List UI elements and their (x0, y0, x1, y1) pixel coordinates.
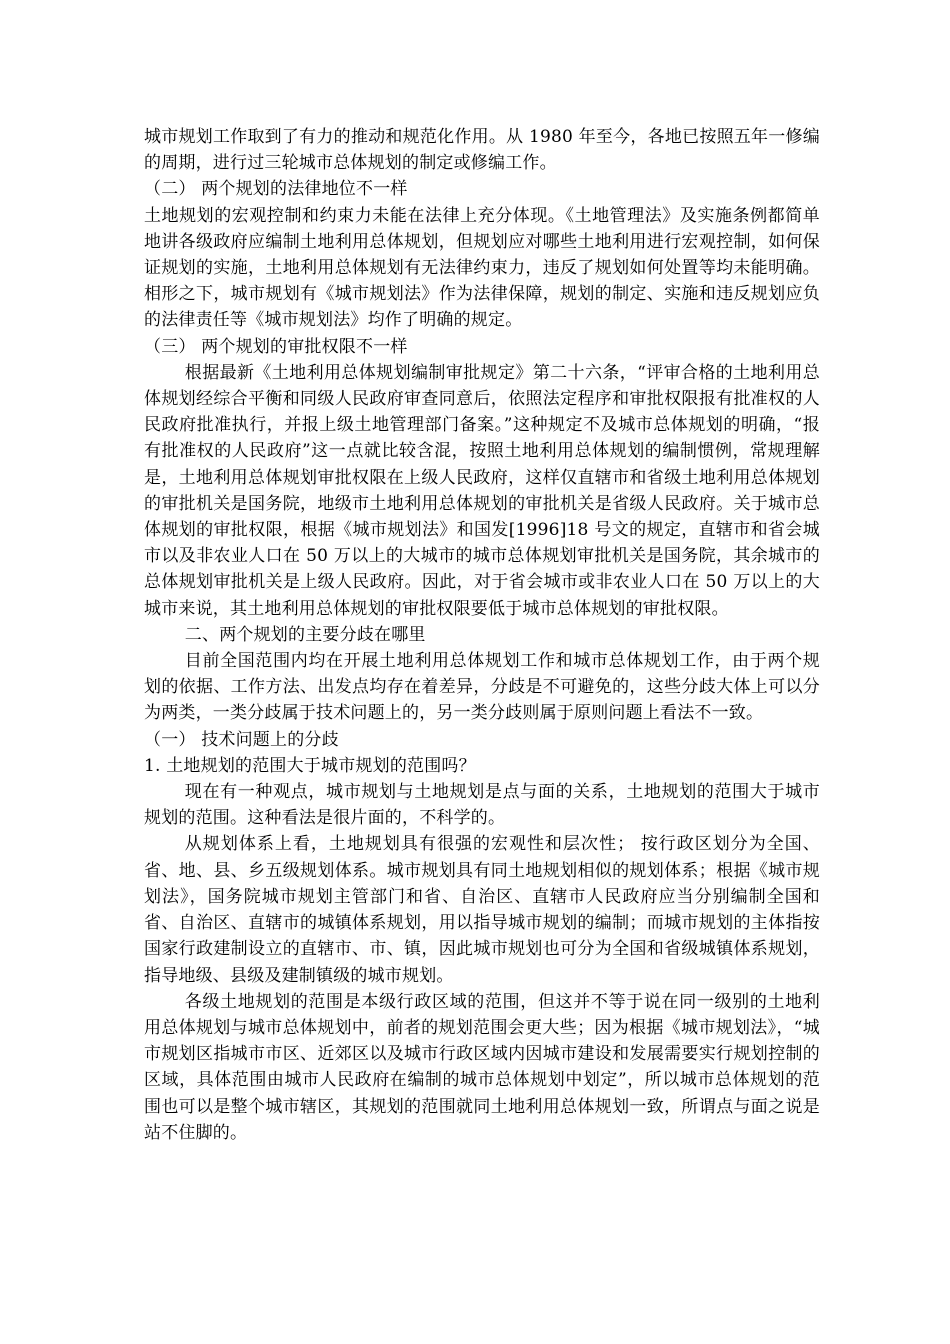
section-heading: （一） 技术问题上的分歧 (144, 729, 339, 750)
chapter-heading: 二、两个规划的主要分歧在哪里 (184, 624, 426, 645)
paragraph: 土地规划的宏观控制和约束力未能在法律上充分体现。《土地管理法》及实施条例都简单地讲各级政府应编制土地利用总体规划，但规划应对哪些土地利用进行宏观控制，如何保证规划的实施，土地利用总体规划有无法律约束力，违反了规划如何处置等均未能明确。相形之下，城市规划有《城市规划法》作为法律保障，规划的制定、实施和违反规划应负的法律责任等《城市规划法》均作了明确的规定。 (144, 205, 820, 331)
paragraph: 根据最新《土地利用总体规划编制审批规定》第二十六条，“评审合格的土地利用总体规划经综合平衡和同级人民政府审查同意后，依照法定程序和审批权限报有批准权的人民政府批准执行，并报上级土地管理部门备案。”这种规定不及城市总体规划的明确，“报有批准权的人民政府”这一点就比较含混，按照土地利用总体规划的编制惯例，常规理解是，土地利用总体规划审批权限在上级人民政府，这样仅直辖市和省级土地利用总体规划的审批机关是国务院，地级市土地利用总体规划的审批机关是省级人民政府。关于城市总体规划的审批权限，根据《城市规划法》和国发[1996]18 号文的规定，直辖市和省会城市以及非农业人口在 50 万以上的大城市的城市总体规划审批机关是国务院，其余城市的总体规划审批机关是上级人民政府。因此，对于省会城市或非农业人口在 50 万以上的大城市来说，其土地利用总体规划的审批权限要低于城市总体规划的审批权限。 (144, 362, 820, 619)
paragraph: 城市规划工作取到了有力的推动和规范化作用。从 1980 年至今，各地已按照五年一修编的周期，进行过三轮城市总体规划的制定或修编工作。 (144, 127, 820, 174)
paragraph: 从规划体系上看，土地规划具有很强的宏观性和层次性； 按行政区划分为全国、省、地、县、乡五级规划体系。城市规划具有同土地规划相似的规划体系；根据《城市规划法》，国务院城市规划主管部门和省、自治区、直辖市人民政府应当分别编制全国和省、自治区、直辖市的城镇体系规划，用以指导城市规划的编制；而城市规划的主体指按国家行政建制设立的直辖市、市、镇，因此城市规划也可分为全国和省级城镇体系规划，指导地级、县级及建制镇级的城市规划。 (144, 834, 820, 986)
paragraph: 各级土地规划的范围是本级行政区域的范围，但这并不等于说在同一级别的土地利用总体规划与城市总体规划中，前者的规划范围会更大些；因为根据《城市规划法》，“城市规划区指城市市区、近郊区以及城市行政区域内因城市建设和发展需要实行规划控制的区域，具体范围由城市人民政府在编制的城市总体规划中划定”，所以城市总体规划的范围也可以是整个城市辖区，其规划的范围就同土地利用总体规划一致，所谓点与面之说是站不住脚的。 (144, 991, 820, 1143)
subsection-heading: 1. 土地规划的范围大于城市规划的范围吗？ (144, 755, 476, 776)
paragraph: 目前全国范围内均在开展土地利用总体规划工作和城市总体规划工作，由于两个规划的依据、工作方法、出发点均存在着差异，分歧是不可避免的，这些分歧大体上可以分为两类，一类分歧属于技术问题上的，另一类分歧则属于原则问题上看法不一致。 (144, 651, 820, 724)
document-body (144, 124, 820, 1146)
section-heading: （二） 两个规划的法律地位不一样 (144, 179, 408, 200)
section-heading: （三） 两个规划的审批权限不一样 (144, 336, 408, 357)
paragraph: 现在有一种观点，城市规划与土地规划是点与面的关系，土地规划的范围大于城市规划的范围。这种看法是很片面的，不科学的。 (144, 782, 820, 829)
